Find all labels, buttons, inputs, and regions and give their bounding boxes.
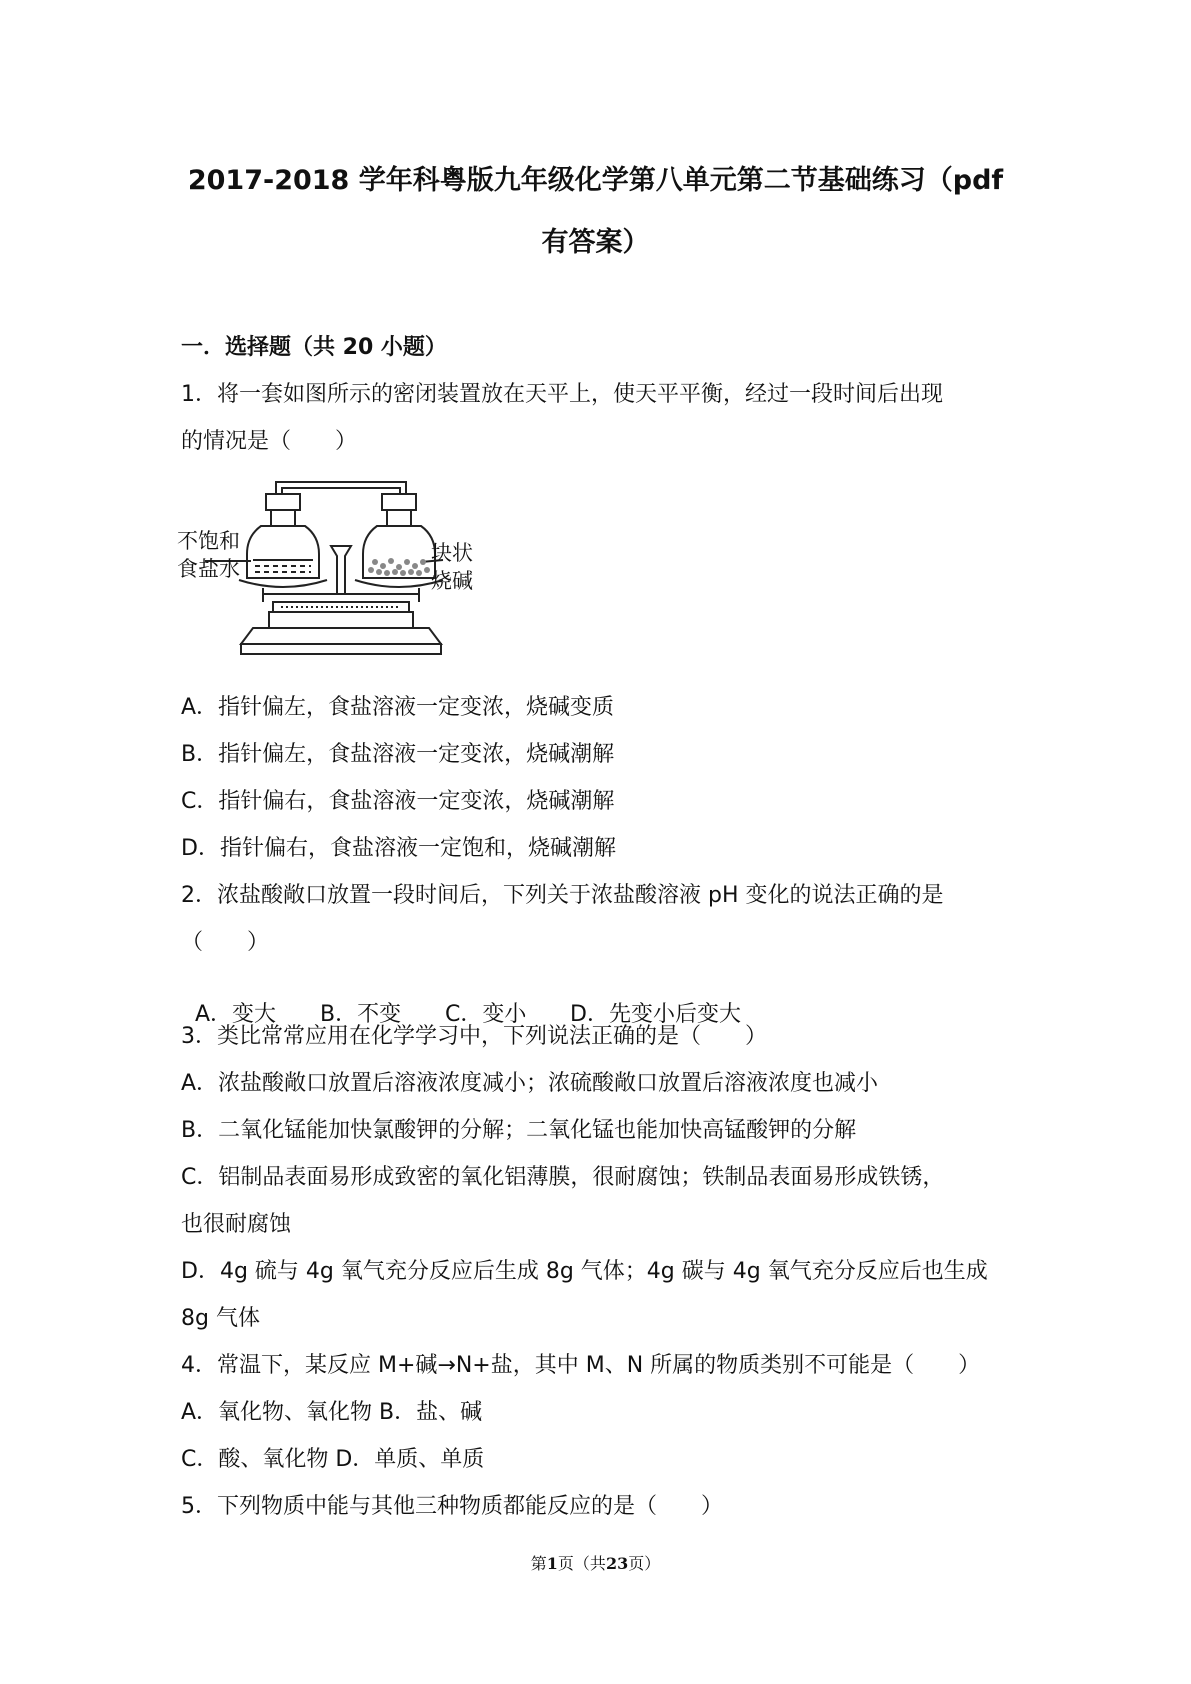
question-5-stem: 5．下列物质中能与其他三种物质都能反应的是（ ）: [181, 1494, 723, 1519]
page-footer: [0, 1551, 1191, 1574]
question-4-stem: 4．常温下，某反应 M+碱→N+盐，其中 M、N 所属的物质类别不可能是（ ）: [181, 1353, 981, 1378]
question-3-option-b: B．二氧化锰能加快氯酸钾的分解；二氧化锰也能加快高锰酸钾的分解: [181, 1118, 857, 1143]
question-2-option-a: A．变大: [195, 1002, 277, 1027]
question-2-stem-line1: 2．浓盐酸敞口放置一段时间后，下列关于浓盐酸溶液 pH 变化的说法正确的是: [181, 883, 944, 908]
question-2-option-d: D．先变小后变大: [570, 1002, 741, 1027]
question-2-stem-line2: （ ）: [181, 930, 270, 955]
question-3-option-c-line2: 也很耐腐蚀: [181, 1212, 292, 1237]
question-3-stem: 3．类比常常应用在化学学习中，下列说法正确的是（ ）: [181, 1024, 767, 1049]
question-1-stem-line2: 的情况是（ ）: [181, 429, 358, 454]
question-3-option-c-line1: C．铝制品表面易形成致密的氧化铝薄膜，很耐腐蚀；铁制品表面易形成铁锈，: [181, 1165, 945, 1190]
figure-label-right-line1: 块状: [431, 541, 473, 565]
document-title-line2: 有答案）: [541, 227, 650, 258]
question-3-option-d-line1: D．4g 硫与 4g 氧气充分反应后生成 8g 气体；4g 碳与 4g 氧气充分反应后也生成: [181, 1259, 988, 1284]
question-4-options-line2: C．酸、氧化物 D．单质、单质: [181, 1447, 485, 1472]
question-3-option-a: A．浓盐酸敞口放置后溶液浓度减小；浓硫酸敞口放置后溶液浓度也减小: [181, 1071, 879, 1096]
footer-prefix: 第: [530, 1554, 547, 1573]
footer-middle: 页（共: [557, 1554, 606, 1573]
question-1-option-c: C．指针偏右，食盐溶液一定变浓，烧碱潮解: [181, 789, 615, 814]
balance-apparatus-figure: [177, 474, 481, 670]
question-1-option-a: A．指针偏左，食盐溶液一定变浓，烧碱变质: [181, 695, 615, 720]
figure-label-left-line1: 不饱和: [177, 529, 240, 553]
footer-suffix: 页）: [628, 1554, 661, 1573]
figure-label-left-line2: 食盐水: [177, 557, 240, 581]
footer-total-pages: 23: [605, 1554, 629, 1573]
section-heading: 一．选择题（共 20 小题）: [181, 335, 447, 360]
footer-page-number: 1: [546, 1554, 558, 1573]
question-1-option-d: D．指针偏右，食盐溶液一定饱和，烧碱潮解: [181, 836, 616, 861]
question-1-stem-line1: 1．将一套如图所示的密闭装置放在天平上，使天平平衡，经过一段时间后出现: [181, 382, 943, 407]
document-title-line1: 2017-2018 学年科粤版九年级化学第八单元第二节基础练习（pdf: [187, 165, 1004, 196]
question-2-option-c: C．变小: [445, 1002, 527, 1027]
question-1-option-b: B．指针偏左，食盐溶液一定变浓，烧碱潮解: [181, 742, 615, 767]
question-4-options-line1: A．氧化物、氧化物 B．盐、碱: [181, 1400, 483, 1425]
question-3-option-d-line2: 8g 气体: [181, 1306, 260, 1331]
figure-label-right-line2: 烧碱: [431, 569, 473, 593]
question-2-option-b: B．不变: [320, 1002, 402, 1027]
